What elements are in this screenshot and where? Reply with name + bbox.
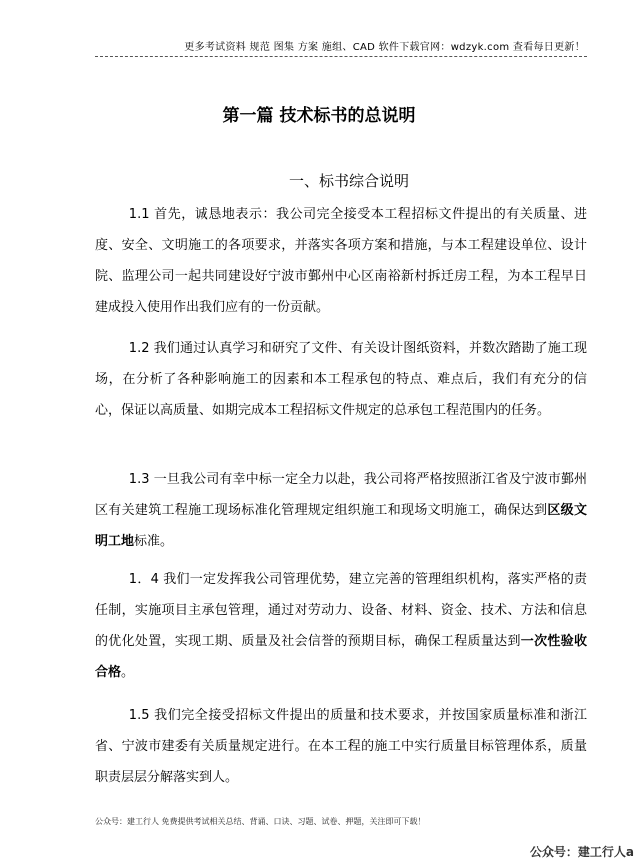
- watermark: 公众号：建工行人a: [529, 845, 634, 859]
- page-title: 第一篇 技术标书的总说明: [222, 106, 416, 126]
- paragraph-text: 1．4 我们一定发挥我公司管理优势，建立完善的管理组织机构，落实严格的责任制，实施项目主承包管理，通过对劳动力、设备、材料、资金、技术、方法和信息的优化处置，实现工期、质量及社会信誉的预期目标，确保工程质量达到: [95, 572, 587, 649]
- header-divider: [95, 56, 587, 57]
- header-banner: 更多考试资料 规范 图集 方案 施组、CAD 软件下载官网：wdzyk.com 查看每日更新！: [184, 42, 585, 53]
- emphasis-text: 区级文明工地: [95, 503, 587, 549]
- emphasis-text: 一次性验收合格: [95, 634, 587, 680]
- paragraph-text: 标准。: [134, 534, 174, 549]
- paragraph-1-2: 1.2 我们通过认真学习和研究了文件、有关设计图纸资料，并数次踏勘了施工现场，在分析了各种影响施工的因素和本工程承包的特点、难点后，我们有充分的信心，保证以高质量、如期完成本工程招标文件规定的总承包工程范围内的任务。: [95, 341, 587, 418]
- paragraph-1-1: 1.1 首先，诚恳地表示：我公司完全接受本工程招标文件提出的有关质量、进度、安全、文明施工的各项要求，并落实各项方案和措施，与本工程建设单位、设计院、监理公司一起共同建设好宁波市鄞州中心区南裕新村拆迁房工程，为本工程早日建成投入使用作出我们应有的一份贡献。: [95, 207, 587, 315]
- section-heading: 一、标书综合说明: [288, 172, 409, 190]
- paragraph-1-4: [95, 564, 587, 688]
- paragraph-1-3: [95, 464, 587, 557]
- paragraph-1-5: 1.5 我们完全接受招标文件提出的质量和技术要求，并按国家质量标准和浙江省、宁波市建委有关质量规定进行。在本工程的施工中实行质量目标管理体系，质量职责层层分解落实到人。: [95, 708, 587, 785]
- paragraph-text: 。: [121, 665, 135, 680]
- footer-note: 公众号：建工行人 免费提供考试相关总结、背诵、口诀、习题、试卷、押题，关注即可下载！: [95, 817, 426, 826]
- paragraph-text: 1.3 一旦我公司有幸中标一定全力以赴，我公司将严格按照浙江省及宁波市鄞州区有关建筑工程施工现场标准化管理规定组织施工和现场文明施工，确保达到: [95, 472, 587, 518]
